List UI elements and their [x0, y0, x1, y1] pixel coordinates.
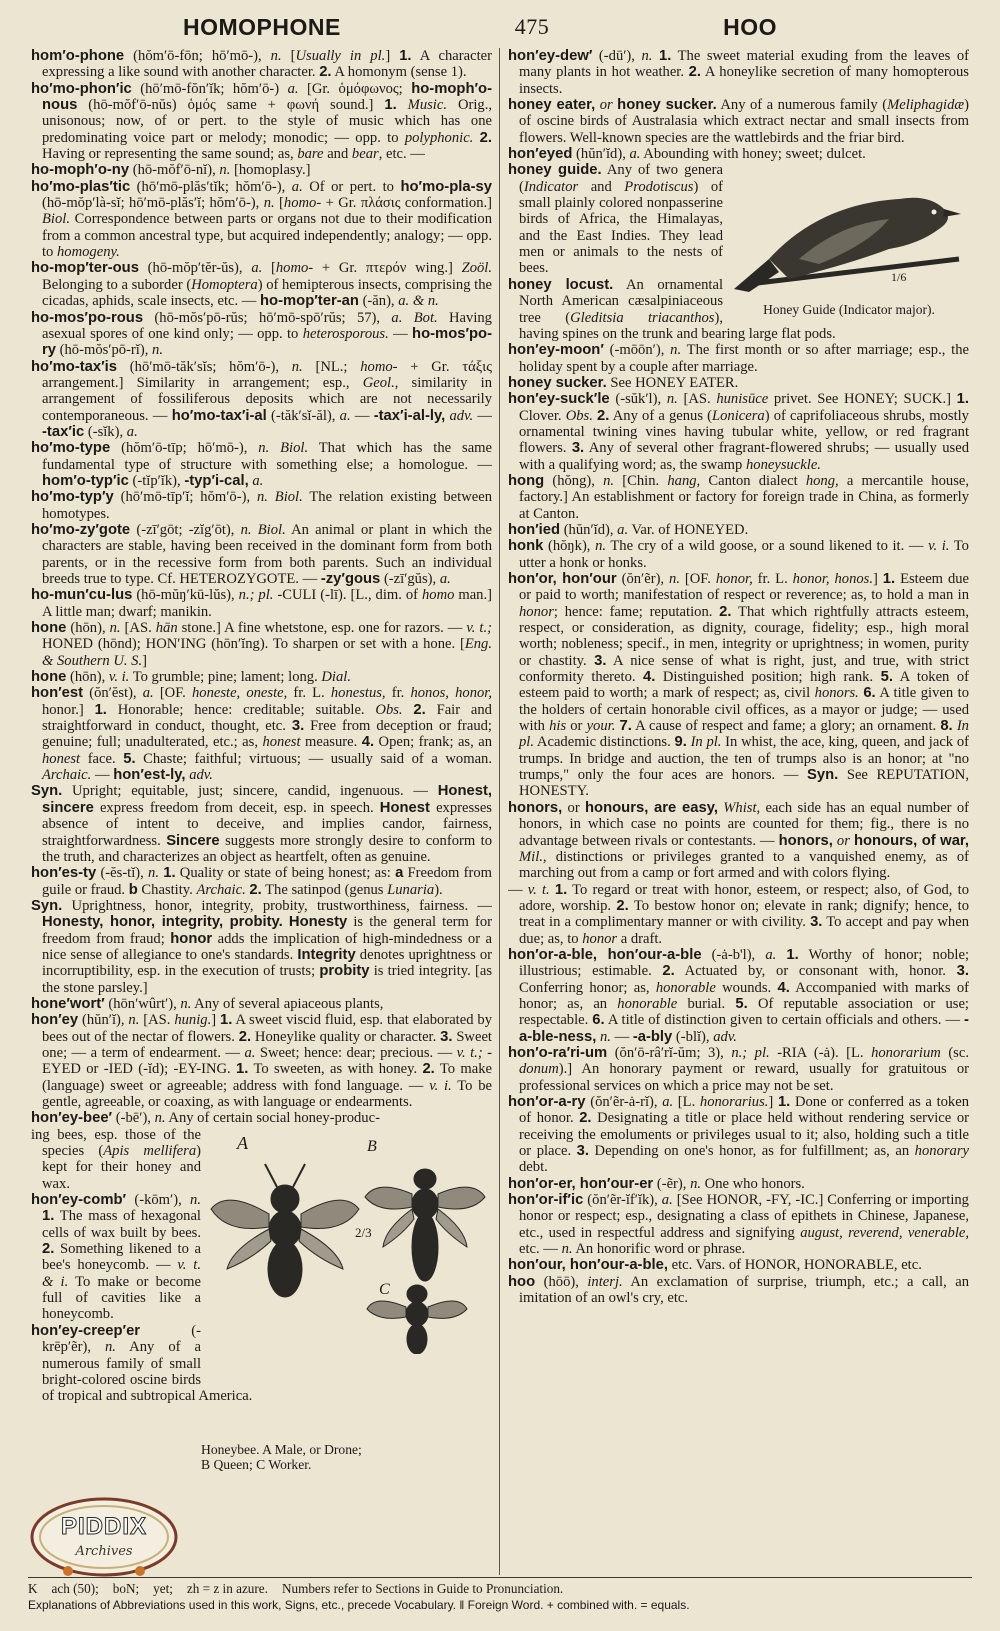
dictionary-entry: ho′mo-zy′gote (-zī′gōt; -zĭg′ōt), n. Biol. An animal or plant in which the characters are stable, having been received in the dominant form from both parents, or in the recessive form from both parents. Such an individual breeds true to type. Cf. HETEROZYGOTE. — -zy′gous (-zī′gŭs), a.	[31, 521, 492, 587]
column-rule	[499, 48, 500, 1575]
dictionary-entry: — v. t. 1. To regard or treat with honor, esteem, or respect; also, of God, to adore, worship. 2. To bestow honor on; elevate in rank; dignify; hence, to treat in a complimentary manner or with civility. 3. To accept and pay when due; as, to honor a draft.	[508, 881, 969, 947]
dictionary-entry: honey guide. Any of two genera (Indicator and Prodotiscus) of small plainly colored nonpasserine birds of Africa, the Himalayas, and the East Indies. They lead men or animals to the nests of bees.	[508, 162, 723, 277]
bee-label-b: B	[367, 1137, 377, 1155]
guide-word-left: HOMOPHONE	[183, 13, 341, 40]
dictionary-entry: ho-mun′cu-lus (hō-mŭŋ′kū-lŭs), n.; pl. -CULI (-lī). [L., dim. of homo man.] A little man; dwarf; manikin.	[31, 587, 492, 620]
pronunciation-footer	[28, 1581, 972, 1613]
dictionary-entry: hon′our, hon′our-a-ble, etc. Vars. of HONOR, HONORABLE, etc.	[508, 1257, 922, 1274]
left-column	[31, 48, 492, 1575]
footer-key-item: zh = z in azure.	[186, 1581, 268, 1596]
dictionary-entry: hon′ey-suck′le (-sŭk′l), n. [AS. hunisūce privet. See HONEY; SUCK.] 1. Clover. Obs. 2. Any of a genus (Lonicera) of caprifoliaceous shrubs, mostly ornamental twining vines having tubular white, yellow, or red fragrant flowers. 3. Any of several other fragrant-flowered shrubs; — usually used with a qualifying word; as, the swamp honeysuckle.	[508, 391, 969, 473]
dictionary-entry: hon′es-ty (-ĕs-tĭ), n. 1. Quality or state of being honest; as: a Freedom from guile or fraud. b Chastity. Archaic. 2. The satinpod (genus Lunaria).	[31, 865, 492, 898]
right-column	[508, 48, 969, 1575]
dictionary-entry: hoo (hōō), interj. An exclamation of surprise, triumph, etc.; a call, an imitation of an owl's cry, etc.	[508, 1273, 969, 1307]
dictionary-entry: ing bees, esp. those of the species (Apis mellifera) kept for their honey and wax.	[31, 1126, 201, 1192]
dictionary-entry: hon′or-if′ic (ŏn′ẽr-ĭf′ĭk), a. [See HONOR, -FY, -IC.] Conferring or importing honor or respect; esp., designating a class of epithets in Chinese, Japanese, etc., used in respectful address and signifying august, reverend, venerable, etc. — n. An honorific word or phrase.	[508, 1192, 969, 1258]
dictionary-entry: hon′ey-bee′ (-bē′), n. Any of certain social honey-produc-	[31, 1110, 380, 1127]
honey-guide-bird-illustration	[729, 164, 969, 304]
watermark-sub: Archives	[75, 1544, 133, 1559]
footer-key-item: ach (50);	[51, 1581, 99, 1596]
page-number: 475	[514, 14, 550, 39]
dictionary-entry: hon′est (ŏn′ĕst), a. [OF. honeste, oneste, fr. L. honestus, fr. honos, honor, honor.] 1. Honorable; hence: creditable; suitable. Obs. 2. Fair and straightforward in conduct, thought, etc. 3. Free from deception or fraud; genuine; full; unadulterated, etc.; as, honest measure. 4. Open; frank; as, an honest face. 5. Chaste; faithful; virtuous; — usually said of a woman. Archaic. — hon′est-ly, adv.	[31, 685, 492, 784]
footer-key-item: boN;	[112, 1581, 140, 1596]
dictionary-entry: honey sucker. See HONEY EATER.	[508, 374, 739, 391]
footer-key-item: yet;	[153, 1581, 173, 1596]
dictionary-entry: ho′mo-typ′y (hō′mō-tīp′ĭ; hŏm′ō-), n. Biol. The relation existing between homotypes.	[31, 489, 492, 522]
dictionary-entry: ho-mos′po-rous (hō-mŏs′pō-rŭs; hō′mō-spō′rŭs; 57), a. Bot. Having asexual spores of one kind only; — opp. to heterosporous. — ho-mos′po-ry (hō-mŏs′pō-rĭ), n.	[31, 309, 492, 359]
dictionary-entry: hon′ey-creep′er (-krēp′ẽr), n. Any of a numerous family of small bright-colored oscine birds of tropical and subtropical America.	[31, 1322, 253, 1405]
left-entries	[31, 48, 492, 1127]
dictionary-entry: hon′or-a-ry (ŏn′ẽr-ȧ-rĭ), a. [L. honorarius.] 1. Done or conferred as a token of honor. 2. Designating a title or place held without rendering service or receiving the emoluments or privileges usual to it; also, holding such a title or place. 3. Depending on one's honor, as for fulfillment; as, an honorary debt.	[508, 1094, 969, 1176]
dictionary-entry: hon′eyed (hŭn′ĭd), a. Abounding with honey; sweet; dulcet.	[508, 146, 866, 163]
dictionary-entry: hon′or, hon′our (ŏn′ẽr), n. [OF. honor, fr. L. honor, honos.] 1. Esteem due or paid to worth; manifestation of respect or reverence; as, to hold a man in honor; hence: fame; reputation. 2. That which rightfully attracts esteem, respect, or consideration, as dignity, courage, fidelity; esp., high moral worth; nobleness; specif., in men, integrity or uprightness; in women, purity or chastity. 3. A nice sense of what is right, just, and true, with strict conformity thereto. 4. Distinguished position; high rank. 5. A token of esteem paid to worth; a mark of respect; as, civil honors. 6. A title given to the holders of certain honorable civil offices, as a mayor or judge; — used with his or your. 7. A cause of respect and fame; a glory; an ornament. 8. In pl. Academic distinctions. 9. In pl. In whist, the ace, king, queen, and jack of trumps. In bridge and auction, the ten of trumps also is an honor; at "no trumps," only the four aces are honors. — Syn. See REPUTATION, HONESTY.	[508, 571, 969, 800]
svg-text:1/6: 1/6	[891, 270, 907, 285]
dictionary-entry: Syn. Upright; equitable, just; sincere, candid, ingenuous. — Honest, sincere express freedom from deceit, esp. in speech. Honest expresses absence of intent to deceive, and implies candor, fairness, straightforwardness. Sincere suggests more strongly desire to conform to the truth, and characterizes an object as heartfelt, often as genuine.	[31, 783, 492, 865]
dictionary-entry: ho′mo-phon′ic (hō′mō-fŏn′ĭk; hŏm′ō-) a. [Gr. ὁμόφωνος; ho-moph′o-nous (hō-mŏf′ō-nŭs) ὁμός same + φωνή sound.] 1. Music. Orig., unisonous; now, of or pert. to the style of music which has one predominating voice part or melody; monodic; — opp. to polyphonic. 2. Having or representing the same sound; as, bare and bear, etc. —	[31, 80, 492, 163]
footer-abbreviations-line: Explanations of Abbreviations used in this work, Signs, etc., precede Vocabulary. ‖ Foreign Word. + combined with. = equals.	[28, 1598, 690, 1612]
dictionary-entry: hon′ey-dew′ (-dū′), n. 1. The sweet material exuding from the leaves of many plants in hot weather. 2. A honeylike secretion of many homopterous insects.	[508, 48, 969, 97]
footer-rule	[28, 1577, 972, 1578]
dictionary-entry: hon′ey-comb′ (-kōm′), n. 1. The mass of hexagonal cells of wax built by bees. 2. Something likened to a bee's honeycomb. — v. t. & i. To make or become full of cavities like a honeycomb.	[31, 1192, 201, 1323]
dictionary-entry: hone (hōn), v. i. To grumble; pine; lament; long. Dial.	[31, 669, 351, 686]
dictionary-entry: hon′or-er, hon′our-er (-ẽr), n. One who honors.	[508, 1175, 805, 1192]
dictionary-entry: hong (hŏng), n. [Chin. hang, Canton dialect hong, a mercantile house, factory.] An establishment or factory for foreign trade in China, as formerly at Canton.	[508, 472, 969, 522]
dictionary-entry: hone (hōn), n. [AS. hān stone.] A fine whetstone, esp. one for razors. — v. t.; HONED (hōnd); HON′ING (hōn′ĭng). To sharpen or set with a hone. [Eng. & Southern U. S.]	[31, 620, 492, 669]
watermark-name: PIDDIX	[60, 1513, 147, 1540]
footer-key-line	[28, 1581, 972, 1597]
dictionary-entry: hon′ey (hŭn′ĭ), n. [AS. hunig.] 1. A sweet viscid fluid, esp. that elaborated by bees out of the nectar of flowers. 2. Honeylike quality or character. 3. Sweet one; — a term of endearment. — a. Sweet; hence: dear; precious. — v. t.; -EYED or -IED (-ĭd); -EY-ING. 1. To sweeten, as with honey. 2. To make (language) sweet or agreeable; address with fond language. — v. i. To be gentle, agreeable, or coaxing, as with language or endearments.	[31, 1012, 492, 1110]
bee-label-c: C	[379, 1280, 390, 1298]
dictionary-entry: Syn. Uprightness, honor, integrity, probity, trustworthiness, fairness. — Honesty, honor, integrity, probity. Honesty is the general term for freedom from fraud; honor adds the implication of high-mindedness or a nice sense of allegiance to one's standards. Integrity denotes uprightness or incorruptibility, esp. in the execution of trusts; probity is tried integrity. [as the stone parsley.]	[31, 897, 492, 996]
right-entries	[508, 48, 969, 1306]
dictionary-entry: hon′ied (hŭn′ĭd), a. Var. of HONEYED.	[508, 521, 749, 538]
piddix-watermark-logo	[30, 1497, 178, 1577]
honey-guide-caption: Honey Guide (Indicator major).	[763, 302, 935, 318]
dictionary-entry: ho-moph′o-ny (hō-mŏf′ō-nĭ), n. [homoplasy.]	[31, 162, 311, 179]
dictionary-entry: hon′ey-moon′ (-mōōn′), n. The first month or so after marriage; esp., the holiday spent by a couple after marriage.	[508, 342, 969, 375]
dictionary-entry: ho′mo-tax′is (hō′mō-tăk′sĭs; hŏm′ō-), n. [NL.; homo- + Gr. τάξις arrangement.] Similarity in arrangement; esp., Geol., similarity in arrangement of fossiliferous deposits which are not necessarily contemporaneous. — ho′mo-tax′i-al (-tăk′sĭ-ăl), a. — -tax′i-al-ly, adv. — -tax′ic (-sĭk), a.	[31, 358, 492, 440]
guide-word-right: HOO	[723, 13, 777, 40]
honey-guide-figure	[729, 164, 969, 318]
dictionary-entry: hon′or-a-ble, hon′our-a-ble (-ȧ-b'l), a. 1. Worthy of honor; noble; illustrious; estimable. 2. Actuated by, or consonant with, honor. 3. Conferring honor; as, honorable wounds. 4. Accompanied with marks of honor; as, an honorable burial. 5. Of reputable association or use; respectable. 6. A title of distinction given to certain officials and others. — -a-ble-ness, n. — -a-bly (-blĭ), adv.	[508, 946, 969, 1045]
dictionary-entry: ho-mop′ter-ous (hō-mŏp′tĕr-ŭs), a. [homo- + Gr. πτερόν wing.] Zoöl. Belonging to a suborder (Homoptera) of hemipterous insects, comprising the cicadas, aphids, scale insects, etc. — ho-mop′ter-an (-ăn), a. & n.	[31, 260, 492, 310]
dictionary-entry: honors, or honours, are easy, Whist, each side has an equal number of honors, in which case no points are counted for them; fig., there is no advantage between rivals or contestants. — honors, or honours, of war, Mil., distinctions or privileges granted to a vanquished enemy, as of marching out from a camp or fort armed and with colors flying.	[508, 799, 969, 882]
dictionary-entry: hom′o-phone (hŏm′ō-fōn; hō′mō-), n. [Usually in pl.] 1. A character expressing a like sound with another character. 2. A homonym (sense 1).	[31, 48, 492, 81]
running-head	[28, 12, 972, 42]
dictionary-entry: honey locust. An ornamental North American cæsalpiniaceous tree (Gleditsia triacanthos), having spines on the trunk and bearing large flat pods.	[508, 276, 836, 342]
honeybee-figure	[207, 1129, 492, 1384]
footer-key-item: K	[28, 1581, 38, 1596]
honeybee-illustration	[207, 1129, 492, 1354]
footer-key-item: Numbers refer to Sections in Guide to Pronunciation.	[281, 1581, 564, 1596]
dictionary-entry: honey eater, or honey sucker. Any of a numerous family (Meliphagidæ) of oscine birds of Australasia which extract nectar and small insects from flowers. Well-known species are the wattlebirds and the friar bird.	[508, 97, 969, 146]
bee-scale: 2/3	[355, 1224, 372, 1240]
dictionary-entry: ho′mo-plas′tic (hō′mō-plăs′tĭk; hŏm′ō-), a. Of or pert. to ho′mo-pla-sy (hō-mŏp′là-sĭ; hō′mō-plăs′ĭ; hŏm′ō-), n. [homo- + Gr. πλάσις conformation.] Biol. Correspondence between parts or organs not due to their modification from a common ancestral type, but acquired independently; analogy; — opp. to homogeny.	[31, 178, 492, 261]
bee-label-a: A	[237, 1132, 248, 1153]
dictionary-entry: hon′o-ra′ri-um (ŏn′ō-râ′rĭ-ŭm; 3), n.; pl. -RIA (-ȧ). [L. honorarium (sc. donum).] An honorary payment or reward, usually for gratuitous or professional services on which a price may not be set.	[508, 1044, 969, 1094]
honeybee-caption: Honeybee. A Male, or Drone; B Queen; C Worker.	[201, 1442, 362, 1472]
dictionary-entry: ho′mo-type (hŏm′ō-tīp; hō′mō-), n. Biol. That which has the same fundamental type of structure with something else; a homologue. — hom′o-typ′ic (-tĭp′ĭk), -typ′i-cal, a.	[31, 440, 492, 489]
dictionary-entry: hone′wort′ (hōn′wûrt′), n. Any of several apiaceous plants,	[31, 995, 384, 1012]
dictionary-entry: honk (hŏŋk), n. The cry of a wild goose, or a sound likened to it. — v. i. To utter a honk or honks.	[508, 538, 969, 571]
